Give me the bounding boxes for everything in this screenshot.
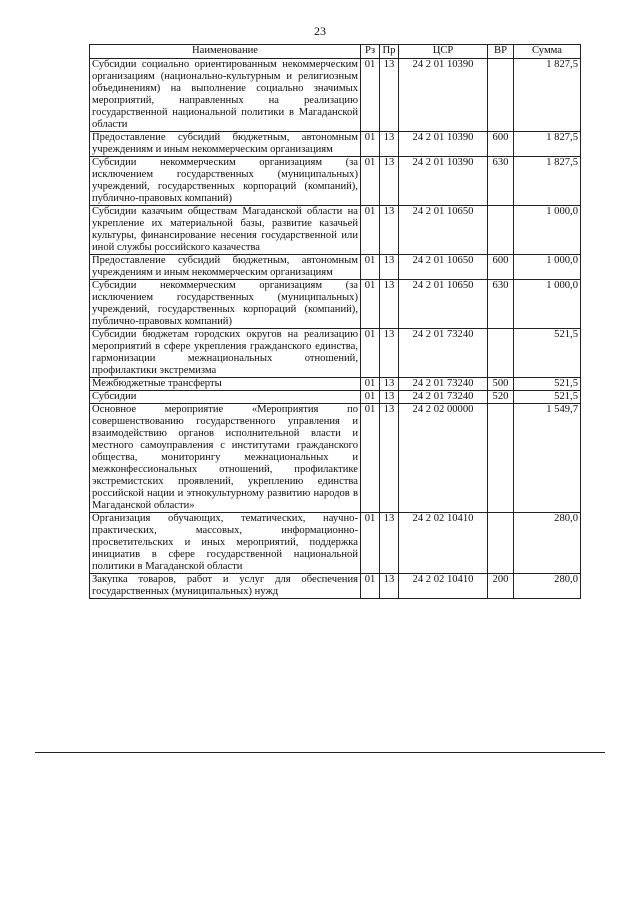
bottom-divider [35, 752, 605, 753]
table-row [90, 59, 581, 132]
header-rz: Рз [361, 45, 380, 59]
row-sum: 521,5 [514, 329, 581, 378]
header-vr: ВР [488, 45, 514, 59]
row-rz: 01 [361, 59, 380, 132]
row-rz: 01 [361, 132, 380, 157]
row-csr: 24 2 01 10390 [399, 59, 488, 132]
row-rz: 01 [361, 574, 380, 599]
row-name: Субсидии бюджетам городских округов на реализацию мероприятий в сфере укрепления гражданского единства, гармонизации межнациональных отношений, профилактики экстремизма [90, 329, 361, 378]
row-pr: 13 [380, 404, 399, 513]
row-sum: 1 827,5 [514, 157, 581, 206]
row-pr: 13 [380, 280, 399, 329]
header-pr: Пр [380, 45, 399, 59]
row-pr: 13 [380, 59, 399, 132]
row-sum: 1 549,7 [514, 404, 581, 513]
budget-table [89, 44, 581, 599]
row-vr: 520 [488, 391, 514, 404]
row-sum: 521,5 [514, 391, 581, 404]
row-csr: 24 2 01 10650 [399, 206, 488, 255]
row-vr: 630 [488, 280, 514, 329]
row-sum: 1 827,5 [514, 132, 581, 157]
row-name: Субсидии [90, 391, 361, 404]
row-vr: 600 [488, 255, 514, 280]
row-rz: 01 [361, 391, 380, 404]
row-csr: 24 2 01 10390 [399, 132, 488, 157]
row-name: Субсидии казачьим обществам Магаданской области на укрепление их материальной базы, развитие казачьей культуры, финансирование несения государственной или иной службы российского казачества [90, 206, 361, 255]
row-csr: 24 2 01 10650 [399, 280, 488, 329]
row-name: Закупка товаров, работ и услуг для обеспечения государственных (муниципальных) нужд [90, 574, 361, 599]
row-name: Межбюджетные трансферты [90, 378, 361, 391]
row-rz: 01 [361, 255, 380, 280]
row-vr [488, 329, 514, 378]
row-csr: 24 2 01 73240 [399, 378, 488, 391]
row-pr: 13 [380, 378, 399, 391]
table-row [90, 157, 581, 206]
row-pr: 13 [380, 391, 399, 404]
row-vr [488, 513, 514, 574]
row-pr: 13 [380, 574, 399, 599]
row-pr: 13 [380, 513, 399, 574]
row-rz: 01 [361, 513, 380, 574]
row-name: Субсидии некоммерческим организациям (за исключением государственных (муниципальных) учреждений, государственных корпораций (компаний), публично-правовых компаний) [90, 157, 361, 206]
row-rz: 01 [361, 404, 380, 513]
row-pr: 13 [380, 157, 399, 206]
row-csr: 24 2 02 10410 [399, 574, 488, 599]
row-vr [488, 206, 514, 255]
header-csr: ЦСР [399, 45, 488, 59]
row-name: Субсидии некоммерческим организациям (за исключением государственных (муниципальных) учреждений, государственных корпораций (компаний), публично-правовых компаний) [90, 280, 361, 329]
row-csr: 24 2 01 10650 [399, 255, 488, 280]
table-row [90, 280, 581, 329]
row-rz: 01 [361, 280, 380, 329]
table-row [90, 391, 581, 404]
row-pr: 13 [380, 255, 399, 280]
row-rz: 01 [361, 206, 380, 255]
row-csr: 24 2 02 00000 [399, 404, 488, 513]
table-row [90, 329, 581, 378]
row-csr: 24 2 02 10410 [399, 513, 488, 574]
row-csr: 24 2 01 73240 [399, 329, 488, 378]
header-row [90, 45, 581, 59]
header-sum: Сумма [514, 45, 581, 59]
row-vr: 600 [488, 132, 514, 157]
row-pr: 13 [380, 329, 399, 378]
row-name: Основное мероприятие «Мероприятия по совершенствованию государственного управления и взаимодействию органов исполнительной власти и местного самоуправления с институтами гражданского общества, мониторингу межнациональных и межконфессиональных отношений, профилактике экстремистских проявлений, укреплению единства российской нации и этнокультурному развитию народов в Магаданской области» [90, 404, 361, 513]
row-vr: 200 [488, 574, 514, 599]
table-row [90, 574, 581, 599]
row-csr: 24 2 01 73240 [399, 391, 488, 404]
row-rz: 01 [361, 329, 380, 378]
table-row [90, 132, 581, 157]
row-sum: 1 000,0 [514, 255, 581, 280]
table-row [90, 255, 581, 280]
row-sum: 521,5 [514, 378, 581, 391]
page-number: 23 [314, 24, 326, 38]
header-name: Наименование [90, 45, 361, 59]
row-name: Организация обучающих, тематических, научно-практических, массовых, информационно-просветительских и иных мероприятий, поддержка инициатив в сфере государственной национальной политики в Магаданской области [90, 513, 361, 574]
row-sum: 280,0 [514, 574, 581, 599]
row-sum: 1 000,0 [514, 206, 581, 255]
row-sum: 280,0 [514, 513, 581, 574]
row-vr [488, 59, 514, 132]
row-rz: 01 [361, 378, 380, 391]
row-sum: 1 000,0 [514, 280, 581, 329]
table-row [90, 513, 581, 574]
row-name: Предоставление субсидий бюджетным, автономным учреждениям и иным некоммерческим организациям [90, 132, 361, 157]
table-row [90, 206, 581, 255]
row-pr: 13 [380, 206, 399, 255]
table-row [90, 404, 581, 513]
row-vr: 500 [488, 378, 514, 391]
row-name: Субсидии социально ориентированным некоммерческим организациям (национально-культурным и религиозным объединениям) на выполнение социально значимых мероприятий, направленных на реализацию государственной национальной политики в Магаданской области [90, 59, 361, 132]
row-rz: 01 [361, 157, 380, 206]
row-pr: 13 [380, 132, 399, 157]
row-sum: 1 827,5 [514, 59, 581, 132]
row-csr: 24 2 01 10390 [399, 157, 488, 206]
table-row [90, 378, 581, 391]
row-name: Предоставление субсидий бюджетным, автономным учреждениям и иным некоммерческим организациям [90, 255, 361, 280]
row-vr: 630 [488, 157, 514, 206]
row-vr [488, 404, 514, 513]
